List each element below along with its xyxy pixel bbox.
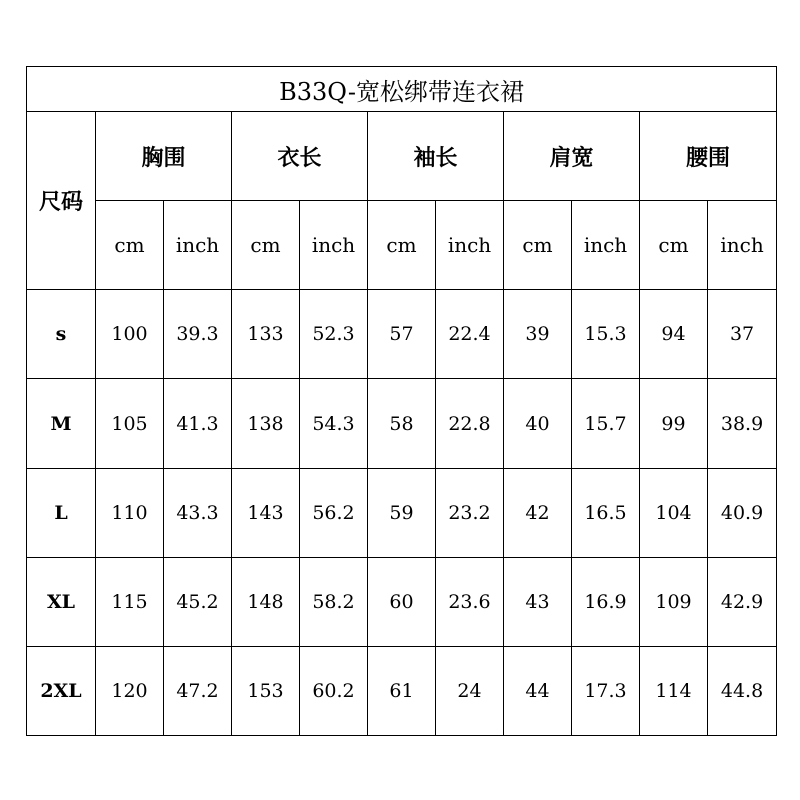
unit-label: inch bbox=[311, 233, 356, 258]
size-column-header: 尺码 bbox=[27, 112, 96, 290]
cell-value: 24 bbox=[457, 679, 482, 702]
table-cell bbox=[436, 646, 504, 735]
table-row bbox=[27, 557, 777, 646]
cell-value: 58 bbox=[389, 412, 414, 435]
table-cell bbox=[300, 557, 368, 646]
cell-value: 60 bbox=[389, 590, 414, 613]
table-cell bbox=[164, 646, 232, 735]
table-cell bbox=[504, 468, 572, 557]
cell-value: 47.2 bbox=[176, 679, 219, 702]
table-cell bbox=[96, 557, 164, 646]
table-cell bbox=[504, 290, 572, 379]
unit-header-inch bbox=[572, 201, 640, 290]
unit-label: cm bbox=[386, 233, 417, 258]
table-cell bbox=[708, 468, 777, 557]
unit-header-cm bbox=[368, 201, 436, 290]
cell-value: 16.5 bbox=[584, 501, 627, 524]
unit-label: inch bbox=[447, 233, 492, 258]
unit-header-inch bbox=[436, 201, 504, 290]
table-cell bbox=[368, 290, 436, 379]
size-chart-table bbox=[26, 66, 777, 736]
cell-value: 44.8 bbox=[720, 679, 764, 702]
table-cell bbox=[164, 468, 232, 557]
table-cell bbox=[368, 646, 436, 735]
cell-value: 105 bbox=[111, 412, 148, 435]
cell-value: 23.2 bbox=[448, 501, 491, 524]
cell-value: 153 bbox=[247, 679, 284, 702]
table-cell bbox=[708, 557, 777, 646]
category-header-length: 衣长 bbox=[232, 112, 368, 201]
cell-value: 45.2 bbox=[176, 590, 219, 613]
cell-value: 37 bbox=[729, 323, 755, 346]
cell-value: 114 bbox=[655, 679, 692, 702]
cell-value: 15.7 bbox=[584, 412, 627, 435]
table-title-text: B33Q-宽松绑带连衣裙 bbox=[279, 77, 524, 106]
cell-value: 61 bbox=[389, 679, 414, 702]
table-cell bbox=[300, 379, 368, 468]
cell-value: 148 bbox=[247, 590, 284, 613]
cell-value: 17.3 bbox=[584, 679, 627, 702]
table-cell bbox=[572, 290, 640, 379]
category-header-chest: 胸围 bbox=[96, 112, 232, 201]
unit-label: inch bbox=[175, 233, 220, 258]
cell-value: 120 bbox=[111, 679, 148, 702]
table-cell bbox=[232, 557, 300, 646]
table-cell bbox=[640, 290, 708, 379]
cell-value: 99 bbox=[661, 412, 686, 435]
table-cell bbox=[368, 557, 436, 646]
cell-value: 42 bbox=[525, 501, 550, 524]
cell-value: 59 bbox=[389, 501, 414, 524]
unit-label: cm bbox=[114, 233, 145, 258]
table-row bbox=[27, 290, 777, 379]
table-cell bbox=[572, 379, 640, 468]
cell-value: 100 bbox=[111, 323, 148, 346]
table-cell bbox=[300, 290, 368, 379]
unit-header-cm bbox=[504, 201, 572, 290]
unit-header-cm bbox=[96, 201, 164, 290]
table-cell bbox=[504, 379, 572, 468]
table-cell bbox=[504, 557, 572, 646]
table-cell bbox=[232, 290, 300, 379]
table-row bbox=[27, 646, 777, 735]
table-cell bbox=[436, 290, 504, 379]
table-cell bbox=[436, 379, 504, 468]
table-cell bbox=[640, 379, 708, 468]
cell-value: 39 bbox=[525, 323, 550, 346]
table-cell bbox=[96, 290, 164, 379]
cell-value: 115 bbox=[111, 590, 148, 613]
unit-label: cm bbox=[250, 233, 281, 258]
cell-value: 54.3 bbox=[312, 412, 355, 435]
cell-value: 39.3 bbox=[176, 323, 219, 346]
size-label: M bbox=[27, 379, 96, 468]
table-cell bbox=[504, 646, 572, 735]
table-row bbox=[27, 468, 777, 557]
unit-header-cm bbox=[232, 201, 300, 290]
cell-value: 40 bbox=[525, 412, 550, 435]
cell-value: 44 bbox=[525, 679, 550, 702]
unit-label: inch bbox=[720, 233, 764, 258]
table-cell bbox=[96, 468, 164, 557]
table-cell bbox=[572, 557, 640, 646]
table-cell bbox=[436, 557, 504, 646]
table-cell bbox=[164, 290, 232, 379]
table-cell bbox=[232, 468, 300, 557]
table-cell bbox=[436, 468, 504, 557]
size-label: XL bbox=[27, 557, 96, 646]
table-cell bbox=[232, 646, 300, 735]
unit-label: inch bbox=[583, 233, 628, 258]
cell-value: 16.9 bbox=[584, 590, 627, 613]
cell-value: 15.3 bbox=[584, 323, 627, 346]
title-row bbox=[27, 67, 777, 112]
cell-value: 38.9 bbox=[720, 412, 764, 435]
table-cell bbox=[164, 379, 232, 468]
table-cell bbox=[708, 379, 777, 468]
cell-value: 41.3 bbox=[176, 412, 219, 435]
table-cell bbox=[708, 646, 777, 735]
cell-value: 22.4 bbox=[448, 323, 491, 346]
cell-value: 43 bbox=[525, 590, 550, 613]
table-cell bbox=[164, 557, 232, 646]
unit-header-row bbox=[27, 201, 777, 290]
size-label: 2XL bbox=[27, 646, 96, 735]
cell-value: 104 bbox=[655, 501, 692, 524]
unit-header-inch bbox=[164, 201, 232, 290]
cell-value: 57 bbox=[389, 323, 414, 346]
cell-value: 109 bbox=[655, 590, 692, 613]
unit-label: cm bbox=[658, 233, 689, 258]
table-cell bbox=[368, 468, 436, 557]
table-cell bbox=[572, 646, 640, 735]
unit-header-inch bbox=[708, 201, 777, 290]
table-cell bbox=[368, 379, 436, 468]
cell-value: 22.8 bbox=[448, 412, 491, 435]
unit-label: cm bbox=[522, 233, 553, 258]
table-cell bbox=[640, 557, 708, 646]
cell-value: 56.2 bbox=[312, 501, 355, 524]
cell-value: 138 bbox=[247, 412, 284, 435]
cell-value: 23.6 bbox=[448, 590, 491, 613]
cell-value: 40.9 bbox=[720, 501, 764, 524]
table-title bbox=[27, 67, 777, 112]
table-cell bbox=[232, 379, 300, 468]
cell-value: 43.3 bbox=[176, 501, 219, 524]
table-cell bbox=[640, 468, 708, 557]
table-cell bbox=[708, 290, 777, 379]
table-row bbox=[27, 379, 777, 468]
unit-header-cm bbox=[640, 201, 708, 290]
table-cell bbox=[300, 468, 368, 557]
cell-value: 94 bbox=[661, 323, 686, 346]
cell-value: 58.2 bbox=[312, 590, 355, 613]
cell-value: 133 bbox=[247, 323, 284, 346]
size-label: s bbox=[27, 290, 96, 379]
unit-header-inch bbox=[300, 201, 368, 290]
cell-value: 60.2 bbox=[312, 679, 355, 702]
table-cell bbox=[96, 646, 164, 735]
table-cell bbox=[300, 646, 368, 735]
table-cell bbox=[640, 646, 708, 735]
cell-value: 143 bbox=[247, 501, 284, 524]
table-cell bbox=[572, 468, 640, 557]
category-header-row bbox=[27, 112, 777, 201]
cell-value: 52.3 bbox=[312, 323, 355, 346]
cell-value: 42.9 bbox=[720, 590, 764, 613]
size-label: L bbox=[27, 468, 96, 557]
cell-value: 110 bbox=[111, 501, 148, 524]
category-header-waist: 腰围 bbox=[640, 112, 777, 201]
category-header-shoulder: 肩宽 bbox=[504, 112, 640, 201]
category-header-sleeve: 袖长 bbox=[368, 112, 504, 201]
table-cell bbox=[96, 379, 164, 468]
